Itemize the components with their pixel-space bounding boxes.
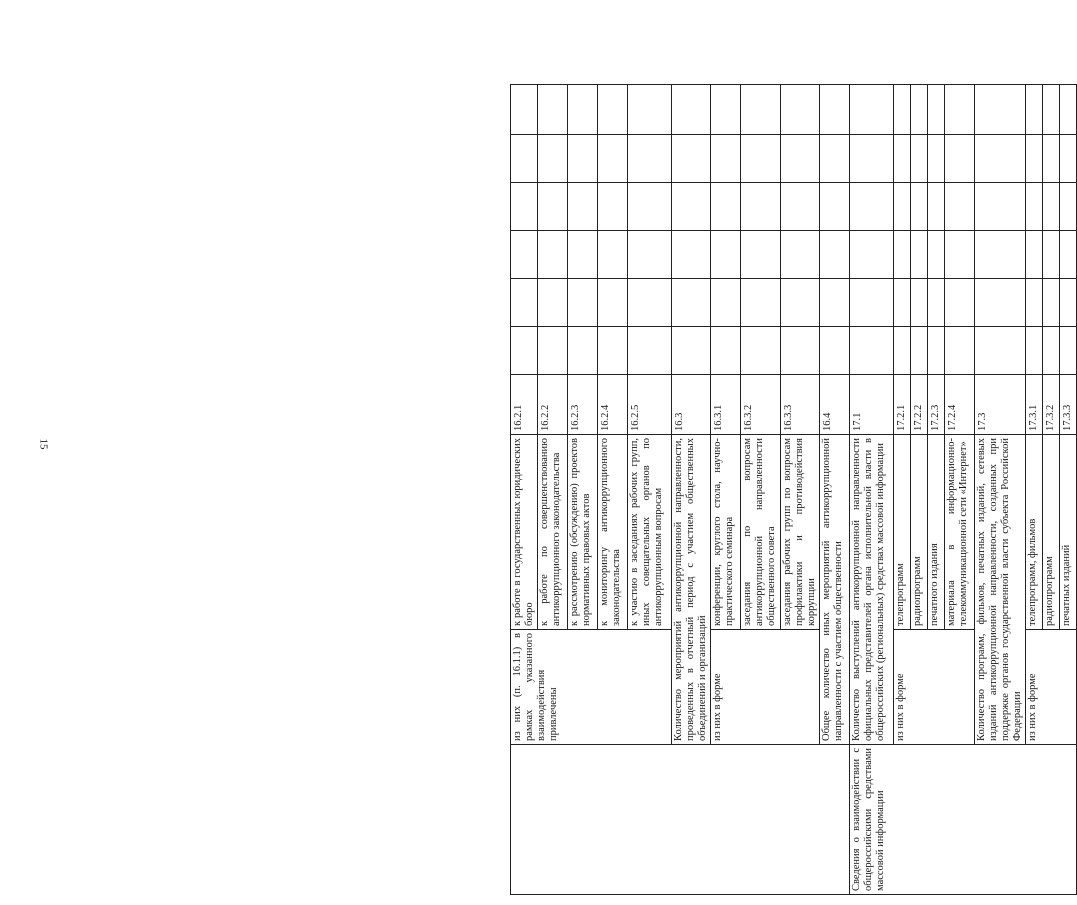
value-cell [819, 135, 849, 183]
row-code: 17.2.3 [927, 375, 944, 435]
value-cell [628, 85, 672, 135]
value-cell [1043, 327, 1060, 375]
value-cell [741, 327, 780, 375]
row-group-label: из них (п. 16.1.1) в рамках указанного взаимодействия привлечены [511, 630, 672, 745]
value-cell [711, 279, 741, 327]
row-code: 16.3.2 [741, 375, 780, 435]
row-code: 16.3 [672, 375, 711, 435]
value-cell [893, 183, 910, 231]
value-cell [974, 231, 1025, 279]
value-cell [568, 279, 598, 327]
value-cell [927, 327, 944, 375]
row-code: 16.4 [819, 375, 849, 435]
row-group-label: из них в форме [1026, 630, 1077, 745]
value-cell [944, 85, 974, 135]
value-cell [538, 279, 568, 327]
row-code: 17.3.1 [1026, 375, 1043, 435]
value-cell [568, 85, 598, 135]
row-code: 17.2.1 [893, 375, 910, 435]
value-cell [819, 279, 849, 327]
value-cell [1060, 183, 1077, 231]
value-cell [538, 231, 568, 279]
row-group-label: из них в форме [893, 630, 974, 745]
value-cell [1026, 231, 1043, 279]
value-cell [927, 183, 944, 231]
row-code: 16.3.1 [711, 375, 741, 435]
value-cell [511, 135, 538, 183]
row-code: 16.2.1 [511, 375, 538, 435]
value-cell [1026, 135, 1043, 183]
row-code: 16.3.3 [780, 375, 819, 435]
value-cell [927, 279, 944, 327]
value-cell [819, 85, 849, 135]
row-group-label: из них в форме [711, 630, 819, 745]
row-label: к мониторингу антикоррупционного законодательства [598, 435, 628, 630]
value-cell [741, 279, 780, 327]
value-cell [511, 85, 538, 135]
value-cell [628, 231, 672, 279]
value-cell [910, 231, 927, 279]
value-cell [974, 279, 1025, 327]
row-label: радиопрограмм [910, 435, 927, 630]
value-cell [910, 327, 927, 375]
row-label: конференции, круглого стола, научно-практического семинара [711, 435, 741, 630]
value-cell [1060, 85, 1077, 135]
row-code: 17.3.3 [1060, 375, 1077, 435]
value-cell [568, 327, 598, 375]
value-cell [511, 279, 538, 327]
value-cell [974, 183, 1025, 231]
value-cell [1026, 183, 1043, 231]
row-label: к рассмотрению (обсуждению) проектов нормативных правовых актов [568, 435, 598, 630]
value-cell [893, 85, 910, 135]
value-cell [538, 85, 568, 135]
value-cell [741, 85, 780, 135]
row-label: материала в информационно-телекоммуникационной сети «Интернет» [944, 435, 974, 630]
value-cell [780, 183, 819, 231]
value-cell [628, 279, 672, 327]
value-cell [511, 231, 538, 279]
value-cell [628, 135, 672, 183]
value-cell [974, 135, 1025, 183]
value-cell [910, 85, 927, 135]
page-number: 15 [37, 438, 50, 450]
row-label: телепрограмм, фильмов [1026, 435, 1043, 630]
value-cell [944, 135, 974, 183]
value-cell [672, 183, 711, 231]
value-cell [672, 231, 711, 279]
row-code: 17.1 [849, 375, 893, 435]
value-cell [598, 327, 628, 375]
value-cell [598, 279, 628, 327]
value-cell [780, 327, 819, 375]
value-cell [511, 183, 538, 231]
value-cell [1060, 231, 1077, 279]
value-cell [1026, 279, 1043, 327]
value-cell [741, 231, 780, 279]
row-label: заседания по вопросам антикоррупционной направленности общественного совета [741, 435, 780, 630]
value-cell [711, 231, 741, 279]
value-cell [893, 279, 910, 327]
value-cell [1043, 279, 1060, 327]
value-cell [944, 279, 974, 327]
value-cell [1060, 135, 1077, 183]
row-label-wide: Количество программ, фильмов, печатных изданий, сетевых изданий антикоррупционной направленности, созданных при поддержке органов государственной власти субъекта Российской Федерации [974, 435, 1025, 745]
value-cell [672, 279, 711, 327]
row-label: к работе по совершенствованию антикоррупционного законодательства [538, 435, 568, 630]
value-cell [944, 327, 974, 375]
value-cell [711, 85, 741, 135]
row-label: к участию в заседаниях рабочих групп, иных совещательных органов по антикоррупционным вопросам [628, 435, 672, 630]
report-table-rotated [510, 85, 1074, 895]
value-cell [1026, 327, 1043, 375]
value-cell [568, 135, 598, 183]
row-code: 17.3.2 [1043, 375, 1060, 435]
value-cell [598, 231, 628, 279]
value-cell [1060, 327, 1077, 375]
value-cell [910, 135, 927, 183]
value-cell [849, 183, 893, 231]
value-cell [849, 85, 893, 135]
value-cell [568, 231, 598, 279]
section-cell-empty [511, 745, 850, 895]
value-cell [538, 183, 568, 231]
value-cell [927, 231, 944, 279]
value-cell [1043, 135, 1060, 183]
value-cell [628, 183, 672, 231]
value-cell [538, 327, 568, 375]
value-cell [849, 327, 893, 375]
value-cell [598, 183, 628, 231]
value-cell [944, 183, 974, 231]
row-code: 16.2.4 [598, 375, 628, 435]
value-cell [672, 135, 711, 183]
row-code: 16.2.3 [568, 375, 598, 435]
row-label-wide: Общее количество иных мероприятий антикоррупционной направленности с участием общественности [819, 435, 849, 745]
value-cell [819, 231, 849, 279]
value-cell [849, 135, 893, 183]
row-code: 17.3 [974, 375, 1025, 435]
value-cell [780, 135, 819, 183]
value-cell [780, 279, 819, 327]
row-label: заседания рабочих групп по вопросам профилактики и противодействия коррупции [780, 435, 819, 630]
row-label-wide: Количество мероприятий антикоррупционной направленности, проведенных в отчетный период с участием общественных объединений и организаций [672, 435, 711, 745]
value-cell [711, 135, 741, 183]
value-cell [893, 327, 910, 375]
value-cell [741, 183, 780, 231]
section-label-media: Сведения о взаимодействии с общероссийскими средствами массовой информации [849, 745, 1077, 895]
row-code: 17.2.4 [944, 375, 974, 435]
value-cell [598, 135, 628, 183]
value-cell [974, 85, 1025, 135]
value-cell [819, 183, 849, 231]
value-cell [893, 135, 910, 183]
value-cell [1043, 231, 1060, 279]
row-code: 16.2.2 [538, 375, 568, 435]
value-cell [568, 183, 598, 231]
value-cell [711, 327, 741, 375]
value-cell [780, 85, 819, 135]
value-cell [538, 135, 568, 183]
value-cell [910, 183, 927, 231]
row-label-wide: Количество выступлений антикоррупционной направленности официальных представителей органа исполнительной власти в общероссийских (региональных) средствах массовой информации [849, 435, 893, 745]
value-cell [849, 279, 893, 327]
value-cell [910, 279, 927, 327]
value-cell [1026, 85, 1043, 135]
value-cell [598, 85, 628, 135]
value-cell [711, 183, 741, 231]
value-cell [628, 327, 672, 375]
value-cell [849, 231, 893, 279]
row-label: телепрограмм [893, 435, 910, 630]
value-cell [974, 327, 1025, 375]
value-cell [780, 231, 819, 279]
value-cell [927, 85, 944, 135]
row-code: 17.2.2 [910, 375, 927, 435]
value-cell [819, 327, 849, 375]
value-cell [927, 135, 944, 183]
row-label: радиопрограмм [1043, 435, 1060, 630]
value-cell [741, 135, 780, 183]
value-cell [1043, 85, 1060, 135]
anticorruption-report-table [510, 84, 1077, 895]
value-cell [672, 327, 711, 375]
value-cell [511, 327, 538, 375]
value-cell [944, 231, 974, 279]
row-label: к работе в государственных юридических бюро [511, 435, 538, 630]
value-cell [1060, 279, 1077, 327]
value-cell [672, 85, 711, 135]
value-cell [1043, 183, 1060, 231]
value-cell [893, 231, 910, 279]
row-label: печатного издания [927, 435, 944, 630]
row-label: печатных изданий [1060, 435, 1077, 630]
row-code: 16.2.5 [628, 375, 672, 435]
